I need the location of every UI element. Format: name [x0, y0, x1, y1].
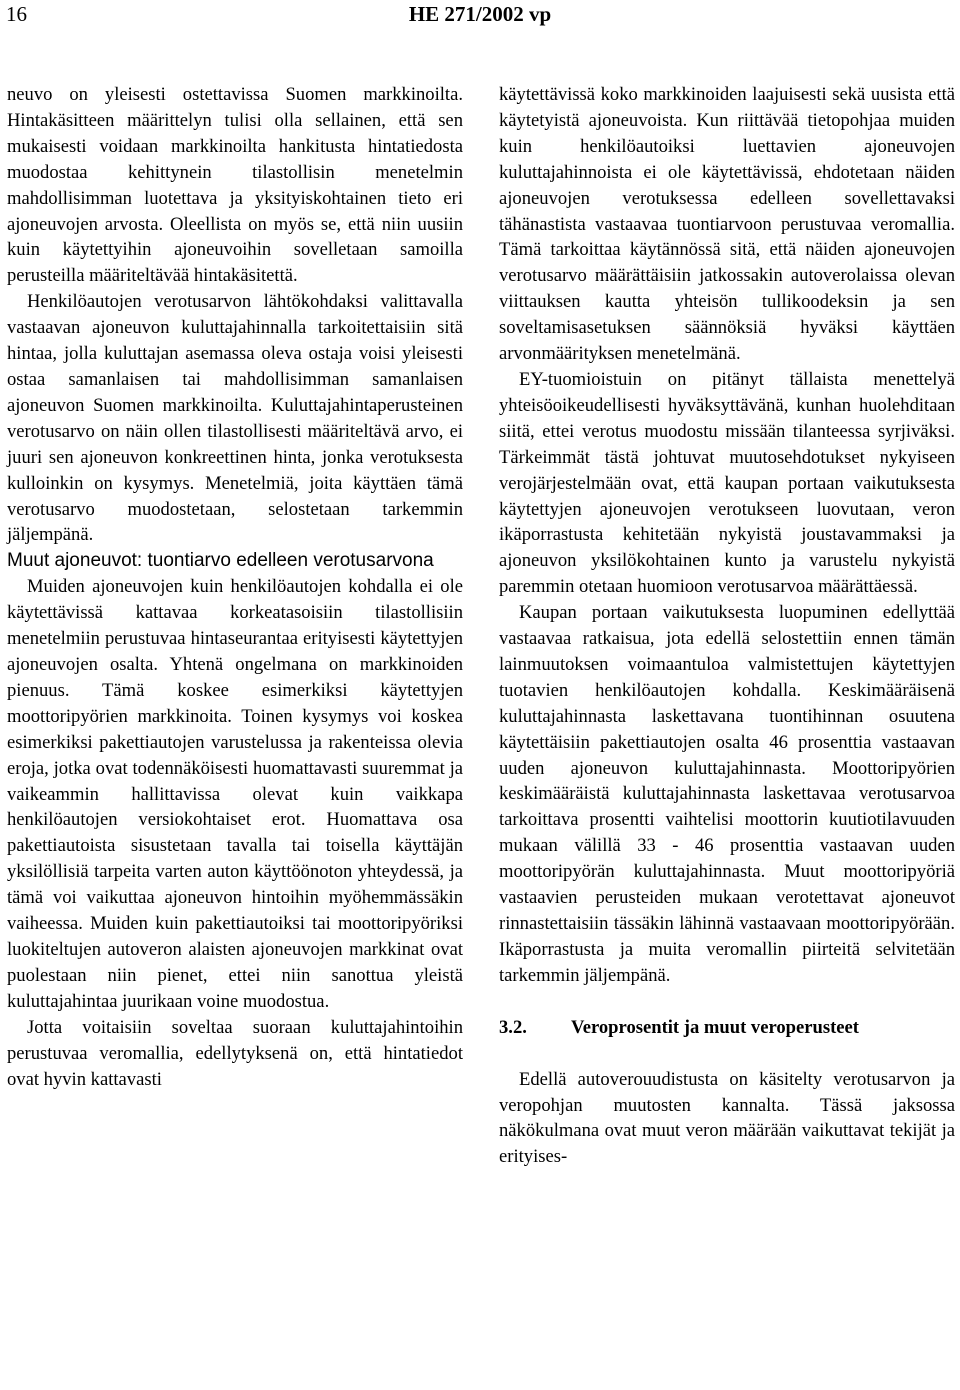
right-paragraph-3: Kaupan portaan vaikutuksesta luopuminen edellyttää vastaavaa ratkaisua, jota edellä selostettiin ennen tämän lainmuutoksen voimaantuloa valmistettujen käytettyjen tuotavien henkilöautojen kohdalla. Keskimääräisenä kuluttajahinnasta laskettavana tuontihinnan osuutena käytettäisiin pakettiautojen osalta 46 prosenttia vastaavan uuden ajoneuvon kuluttajahinnasta. Moottoripyörien keskimääräistä kuluttajahinnasta laskettavaa verotusarvoa tarkoittava prosentti vaihtelisi moottorin kuutiotilavuuden mukaan välillä 33 - 46 prosenttia vastaavan uuden moottoripyörän kuluttajahinnasta. Muut moottoripyöriä vastaavien perusteiden mukaan verotettavat ajoneuvot rinnastettaisiin tässäkin lähinnä vastaavaan moottoripyörään. Ikäporrastusta ja muita veromallin piirteitä selvitetään tarkemmin jäljempänä.	[499, 602, 955, 986]
right-column	[499, 82, 955, 1170]
section-heading	[499, 1015, 955, 1041]
right-paragraph-1: käytettävissä koko markkinoiden laajuisesti sekä uusista että käytetyistä ajoneuvoista. Kun riittävää tietopohjaa muiden kuin henkilöautoiksi luettavien ajoneuvojen kuluttajahinnoista ei ole käytettävissä, ehdotetaan näiden ajoneuvojen verotuksessa edelleen sovellettavaksi tähänastista vastaavaa tuontiarvoon perustuvaa veromallia. Tämä tarkoittaa käytännössä sitä, että näiden ajoneuvojen verotusarvo määrättäisiin jatkossakin autoverolaissa olevan viittauksen kautta yhteisön tullikoodeksin ja sen soveltamisasetuksen säännöksiä hyväksi käyttäen arvonmäärityksen menetelmänä.	[499, 84, 955, 365]
right-paragraph-2: EY-tuomioistuin on pitänyt tällaista menettelyä yhteisöoikeudellisesti hyväksyttävänä, kunhan huolehditaan siitä, ettei verotus muodostu missään tilanteessa syrjiväksi. Tärkeimmät tästä johtuvat muutosehdotukset nykyiseen verojärjestelmään ovat, että kaupan portaan vaikutuksesta käytettyjen ajoneuvojen verotukseen luovutaan, veron ikäporrastusta kehitetään nykyistä joustavammaksi ja ajoneuvon yksilökohtainen kunto ja varustelu nykyistä paremmin otetaan huomioon verotusarvoa määrättäessä.	[499, 368, 955, 598]
section-number: 3.2.	[499, 1016, 527, 1038]
left-paragraph-2: Henkilöautojen verotusarvon lähtökohdaksi valittavalla vastaavan ajoneuvon kuluttajahinnalla tarkoitettaisiin sitä hintaa, jolla kuluttajan asemassa oleva ostaja voisi yleisesti ostaa samanlaisen tai mahdollisimman samanlaisen ajoneuvon Suomen markkinoilta. Kuluttajahintaperusteinen verotusarvo on näin ollen tilastollisesti määriteltävä arvo, ei juuri sen ajoneuvon konkreettinen hinta, jonka verotuksesta kulloinkin on kysymys. Menetelmiä, joita käyttäen tämä verotusarvo muodostetaan, selostetaan tarkemmin jäljempänä.	[7, 291, 463, 546]
left-paragraph-1: neuvo on yleisesti ostettavissa Suomen markkinoilta. Hintakäsitteen määrittelyn tulisi olla sellainen, että sen mukaisesti voidaan markkinoilta hankitusta hintatiedosta muodostaa kehittynein tilastollisin menetelmin mahdollisimman luotettava ja yksityiskohtainen tieto eri ajoneuvojen arvosta. Oleellista on myös se, että niin uusiin kuin käytettyihin ajoneuvoihin sovelletaan samoilla perusteilla määriteltävää hintakäsitettä.	[7, 84, 463, 287]
page-number: 16	[6, 2, 27, 26]
left-column	[7, 82, 463, 1092]
subheading-other-vehicles: Muut ajoneuvot: tuontiarvo edelleen verotusarvona	[7, 550, 434, 572]
document-id: HE 271/2002 vp	[408, 2, 552, 26]
section-title: Veroprosentit ja muut veroperusteet	[571, 1016, 859, 1038]
right-paragraph-4: Edellä autoverouudistusta on käsitelty verotusarvon ja veropohjan muutosten kannalta. Tässä jaksossa näkökulmana ovat muut veron määrään vaikuttavat tekijät ja erityises-	[499, 1068, 955, 1168]
left-paragraph-4: Jotta voitaisiin soveltaa suoraan kuluttajahintoihin perustuvaa veromallia, edellytyksenä on, että hintatiedot ovat hyvin kattavasti	[7, 1016, 463, 1090]
left-paragraph-3: Muiden ajoneuvojen kuin henkilöautojen kohdalla ei ole käytettävissä kattavaa korkeatasoisiin tilastollisiin menetelmiin perustuvaa hintaseurantaa erityisesti käytettyjen ajoneuvojen osalta. Yhtenä ongelmana on markkinoiden pienuus. Tämä koskee esimerkiksi käytettyjen moottoripyörien markkinoita. Toinen kysymys voi koskea esimerkiksi pakettiautojen varustelussa ja rakenteissa olevia eroja, jotka ovat todennäköisesti huomattavasti suuremmat ja vaikeammin hallittavissa olevat kuin vaikkapa henkilöautojen versiokohtaiset erot. Huomattava osa pakettiautoista sisustetaan tavalla tai toisella käyttäjän yksilöllisiä tarpeita varten auton käyttöönoton yhteydessä, ja tämä voi vaikuttaa ajoneuvon hintoihin myöhemmässäkin vaiheessa. Muiden kuin pakettiautoiksi tai moottoripyöriksi luokiteltujen autoveron alaisten ajoneuvojen markkinat ovat puolestaan niin pienet, ettei niin sanottua yleistä kuluttajahintaa juurikaan voine muodostua.	[7, 576, 463, 1012]
page-header	[0, 0, 960, 40]
